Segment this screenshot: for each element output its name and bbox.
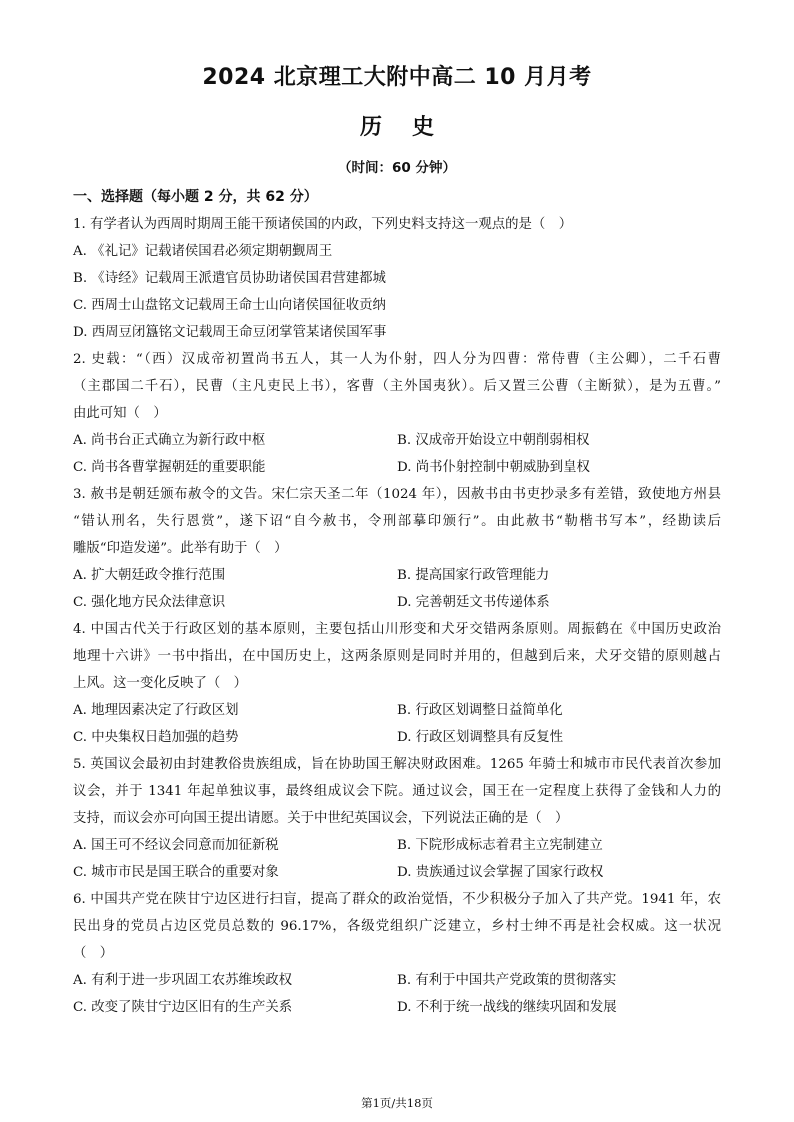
option-a: A. 有利于进一步巩固工农苏维埃政权	[73, 973, 293, 988]
question-2	[73, 346, 721, 481]
option-b: B. 提高国家行政管理能力	[397, 568, 550, 583]
question-stem-line: 2. 史载：“（西）汉成帝初置尚书五人，其一人为仆射，四人分为四曹：常侍曹（主公卿），二千石曹	[73, 352, 721, 367]
question-6	[73, 886, 721, 1021]
option-c: C. 中央集权日趋加强的趋势	[73, 730, 239, 745]
question-stem: 1. 有学者认为西周时期周王能干预诸侯国的内政，下列史料支持这一观点的是（ ）	[73, 217, 573, 232]
option-b: B. 行政区划调整日益简单化	[397, 703, 563, 718]
question-stem-line: 6. 中国共产党在陕甘宁边区进行扫盲，提高了群众的政治觉悟，不少积极分子加入了共产党。1941 年，农	[73, 892, 721, 907]
option-row	[73, 859, 721, 886]
option-d: D. 西周豆闭簋铭文记载周王命豆闭掌管某诸侯国军事	[73, 325, 387, 340]
option-a: A. 《礼记》记载诸侯国君必须定期朝觐周王	[73, 244, 333, 259]
question-stem-line: （ ）	[73, 946, 114, 961]
question-stem-line: 支持，而议会亦可向国王提出请愿。关于中世纪英国议会，下列说法正确的是（ ）	[73, 811, 569, 826]
section-heading: 一、选择题（每小题 2 分，共 62 分）	[73, 189, 318, 205]
option-d: D. 完善朝廷文书传递体系	[397, 595, 550, 610]
option-c: C. 改变了陕甘宁边区旧有的生产关系	[73, 1000, 293, 1015]
question-stem-line: （主郡国二千石），民曹（主凡吏民上书），客曹（主外国夷狄）。后又置三公曹（主断狱），是为五曹。”	[73, 379, 721, 394]
option-d: D. 贵族通过议会掌握了国家行政权	[397, 865, 604, 880]
question-list	[73, 184, 721, 1021]
question-stem-line: 由此可知（ ）	[73, 406, 167, 421]
exam-subject: 历史	[359, 115, 464, 140]
option-b: B. 下院形成标志着君主立宪制建立	[397, 838, 603, 853]
option-c: C. 西周士山盘铭文记载周王命士山向诸侯国征收贡纳	[73, 298, 386, 313]
exam-title: 2024 北京理工大附中高二 10 月月考	[202, 65, 592, 90]
question-5	[73, 751, 721, 886]
question-stem-line: “错认刑名，失行恩赏”，遂下诏“自今赦书，令刑部摹印颁行”。由此赦书“勒楷书写本”，经勘读后	[73, 514, 721, 529]
question-stem-line: 民出身的党员占边区党员总数的 96.17%，各级党组织广泛建立，乡村士绅不再是社会权威。这一状况	[73, 919, 721, 934]
option-c: C. 尚书各曹掌握朝廷的重要职能	[73, 460, 266, 475]
option-row	[73, 994, 721, 1021]
option-row	[73, 589, 721, 616]
question-stem-line: 3. 赦书是朝廷颁布赦令的文告。宋仁宗天圣二年（1024 年），因赦书由书吏抄录多有差错，致使地方州县	[73, 487, 721, 502]
page-number: 第1页/共18页	[361, 1096, 433, 1110]
option-b: B. 汉成帝开始设立中朝削弱相权	[397, 433, 590, 448]
question-stem-line: 雕版“印造发递”。此举有助于（ ）	[73, 541, 288, 556]
question-1	[73, 211, 721, 346]
option-b: B. 有利于中国共产党政策的贯彻落实	[397, 973, 617, 988]
exam-time-limit: （时间：60 分钟）	[338, 160, 456, 176]
question-stem-line: 地理十六讲》一书中指出，在中国历史上，这两条原则是同时并用的，但越到后来，犬牙交错的原则越占	[73, 649, 721, 664]
option-row	[73, 724, 721, 751]
option-row	[73, 427, 721, 454]
question-stem-line: 4. 中国古代关于行政区划的基本原则，主要包括山川形变和犬牙交错两条原则。周振鹤在《中国历史政治	[73, 622, 721, 637]
question-3	[73, 481, 721, 616]
question-stem-line: 5. 英国议会最初由封建教俗贵族组成，旨在协助国王解决财政困难。1265 年骑士和城市市民代表首次参加	[73, 757, 721, 772]
option-row	[73, 454, 721, 481]
option-c: C. 城市市民是国王联合的重要对象	[73, 865, 279, 880]
option-row	[73, 562, 721, 589]
option-d: D. 行政区划调整具有反复性	[397, 730, 564, 745]
option-row	[73, 967, 721, 994]
question-4	[73, 616, 721, 751]
question-stem-line: 议会，并于 1341 年起单独议事，最终组成议会下院。通过议会，国王在一定程度上获得了金钱和人力的	[73, 784, 721, 799]
option-a: A. 尚书台正式确立为新行政中枢	[73, 433, 266, 448]
option-d: D. 不利于统一战线的继续巩固和发展	[397, 1000, 617, 1015]
option-row	[73, 697, 721, 724]
option-row	[73, 832, 721, 859]
option-a: A. 扩大朝廷政令推行范围	[73, 568, 226, 583]
option-a: A. 地理因素决定了行政区划	[73, 703, 239, 718]
option-d: D. 尚书仆射控制中朝威胁到皇权	[397, 460, 590, 475]
option-b: B. 《诗经》记载周王派遣官员协助诸侯国君营建都城	[73, 271, 386, 286]
option-a: A. 国王可不经议会同意而加征新税	[73, 838, 279, 853]
option-c: C. 强化地方民众法律意识	[73, 595, 226, 610]
question-stem-line: 上风。这一变化反映了（ ）	[73, 676, 248, 691]
